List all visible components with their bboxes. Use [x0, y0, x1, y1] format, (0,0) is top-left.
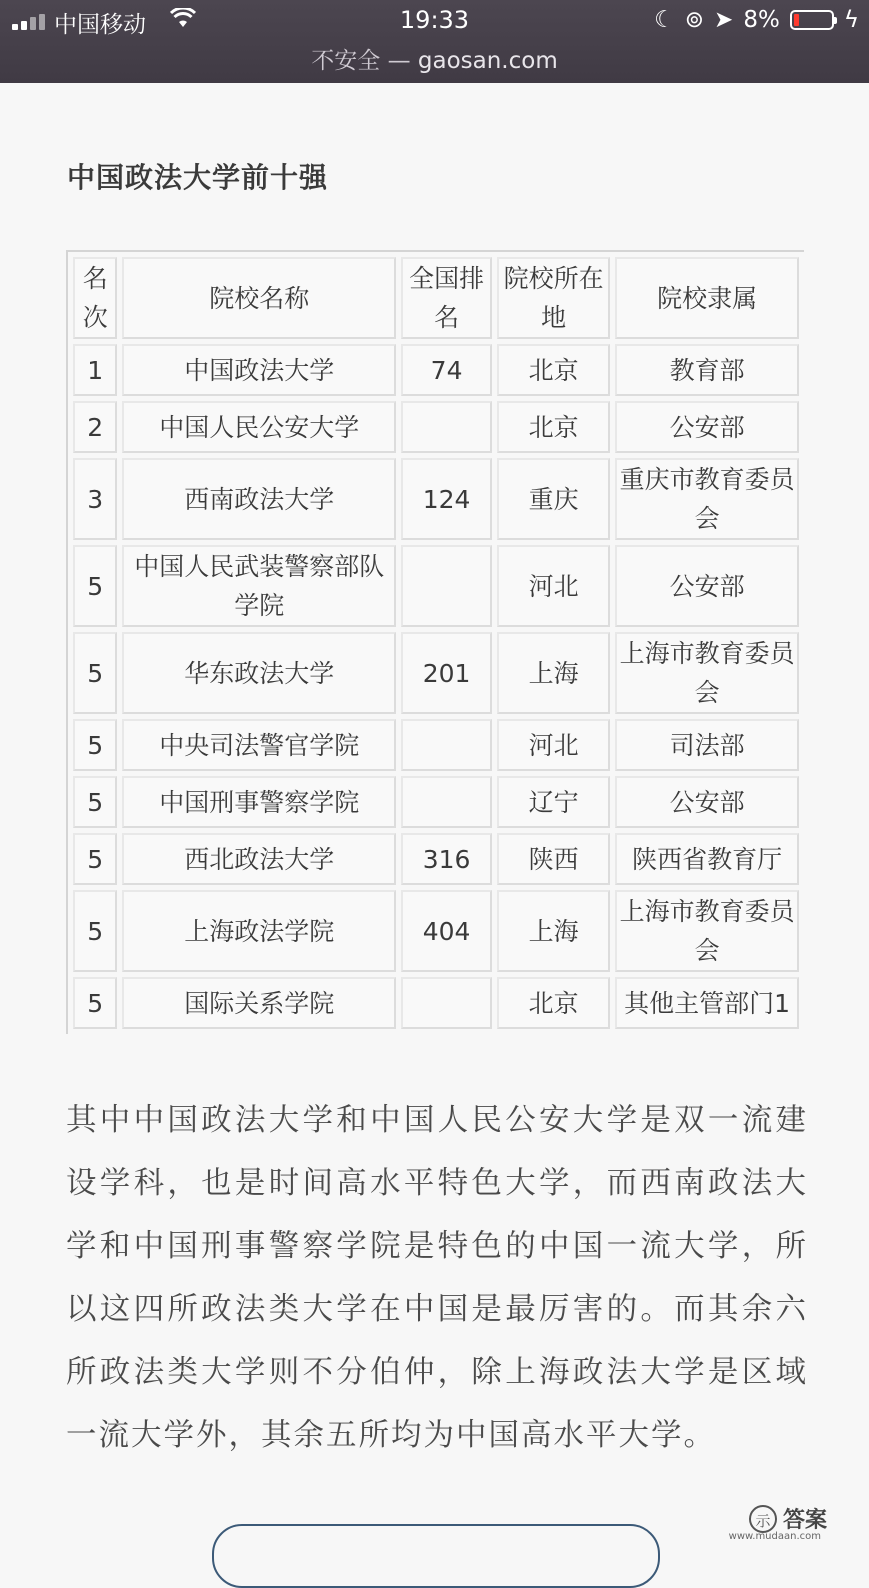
section-title: 中国政法大学前十强: [67, 161, 329, 194]
table-row: [73, 632, 799, 714]
cell-rank: 3: [73, 458, 117, 540]
summary-paragraph: 其中中国政法大学和中国人民公安大学是双一流建设学科，也是时间高水平特色大学，而西南政法大学和中国刑事警察学院是特色的中国一流大学，所以这四所政法类大学在中国是最厉害的。而其余六所政法类大学则不分伯仲，除上海政法大学是区域一流大学外，其余五所均为中国高水平大学。: [66, 1103, 808, 1453]
table-row: [73, 719, 799, 771]
battery-percent: 8%: [743, 7, 780, 33]
cell-affiliation: 其他主管部门1: [615, 977, 799, 1029]
status-bar: [0, 0, 869, 44]
moon-icon: ☾: [654, 7, 675, 33]
browser-top-bar: [0, 0, 869, 83]
cell-location: 上海: [497, 632, 610, 714]
cell-school-name: 西北政法大学: [122, 833, 396, 885]
watermark-logo-icon: 示: [749, 1505, 777, 1533]
battery-icon: [790, 10, 834, 30]
table-row: [73, 545, 799, 627]
header-location: 院校所在地: [497, 257, 610, 339]
cell-affiliation: 公安部: [615, 776, 799, 828]
charging-icon: ϟ: [843, 7, 859, 33]
table-row: [73, 890, 799, 972]
cell-national-rank: [401, 977, 492, 1029]
cell-rank: 5: [73, 632, 117, 714]
table-header-row: [73, 257, 799, 339]
header-national-rank: 全国排名: [401, 257, 492, 339]
table-row: [73, 344, 799, 396]
cell-national-rank: [401, 401, 492, 453]
cell-national-rank: [401, 545, 492, 627]
cell-location: 重庆: [497, 458, 610, 540]
watermark: [749, 1503, 827, 1534]
cell-rank: 5: [73, 977, 117, 1029]
cell-school-name: 上海政法学院: [122, 890, 396, 972]
cell-school-name: 西南政法大学: [122, 458, 396, 540]
cell-national-rank: 201: [401, 632, 492, 714]
cell-rank: 5: [73, 890, 117, 972]
bottom-button[interactable]: [212, 1524, 660, 1588]
url-bar[interactable]: [0, 42, 869, 75]
table-row: [73, 977, 799, 1029]
header-affiliation: 院校隶属: [615, 257, 799, 339]
watermark-url: www.mudaan.com: [728, 1531, 821, 1542]
url-domain: gaosan.com: [417, 48, 558, 74]
watermark-text: 答案: [782, 1508, 827, 1533]
cell-school-name: 中国政法大学: [122, 344, 396, 396]
cell-rank: 2: [73, 401, 117, 453]
cell-affiliation: 陕西省教育厅: [615, 833, 799, 885]
cell-location: 辽宁: [497, 776, 610, 828]
cell-affiliation: 司法部: [615, 719, 799, 771]
cell-national-rank: 316: [401, 833, 492, 885]
ranking-table: [66, 250, 804, 1034]
table-row: [73, 776, 799, 828]
cell-rank: 5: [73, 719, 117, 771]
cell-rank: 5: [73, 833, 117, 885]
cell-affiliation: 上海市教育委员会: [615, 632, 799, 714]
cell-location: 北京: [497, 977, 610, 1029]
security-label: 不安全: [311, 48, 381, 74]
cell-school-name: 中国刑事警察学院: [122, 776, 396, 828]
header-rank: 名次: [73, 257, 117, 339]
cell-location: 上海: [497, 890, 610, 972]
table-row: [73, 458, 799, 540]
status-clock: 19:33: [399, 6, 470, 34]
cell-national-rank: [401, 776, 492, 828]
cell-location: 河北: [497, 719, 610, 771]
cell-affiliation: 公安部: [615, 545, 799, 627]
table-body: [73, 344, 799, 1029]
cell-location: 北京: [497, 401, 610, 453]
url-separator: —: [387, 48, 411, 74]
cell-affiliation: 重庆市教育委员会: [615, 458, 799, 540]
cell-rank: 5: [73, 776, 117, 828]
carrier-name: 中国移动: [54, 12, 146, 38]
cell-location: 河北: [497, 545, 610, 627]
cell-school-name: 中国人民公安大学: [122, 401, 396, 453]
cell-school-name: 中国人民武装警察部队学院: [122, 545, 396, 627]
cell-rank: 5: [73, 545, 117, 627]
cell-school-name: 国际关系学院: [122, 977, 396, 1029]
cell-location: 陕西: [497, 833, 610, 885]
cell-national-rank: [401, 719, 492, 771]
cell-affiliation: 上海市教育委员会: [615, 890, 799, 972]
cell-national-rank: 124: [401, 458, 492, 540]
cell-school-name: 中央司法警官学院: [122, 719, 396, 771]
rotation-lock-icon: ⊚: [684, 7, 705, 33]
cell-location: 北京: [497, 344, 610, 396]
cell-school-name: 华东政法大学: [122, 632, 396, 714]
cell-rank: 1: [73, 344, 117, 396]
location-arrow-icon: ➤: [714, 7, 734, 33]
table-row: [73, 833, 799, 885]
cell-affiliation: 公安部: [615, 401, 799, 453]
cell-affiliation: 教育部: [615, 344, 799, 396]
header-school-name: 院校名称: [122, 257, 396, 339]
table-row: [73, 401, 799, 453]
cell-national-rank: 74: [401, 344, 492, 396]
cell-national-rank: 404: [401, 890, 492, 972]
